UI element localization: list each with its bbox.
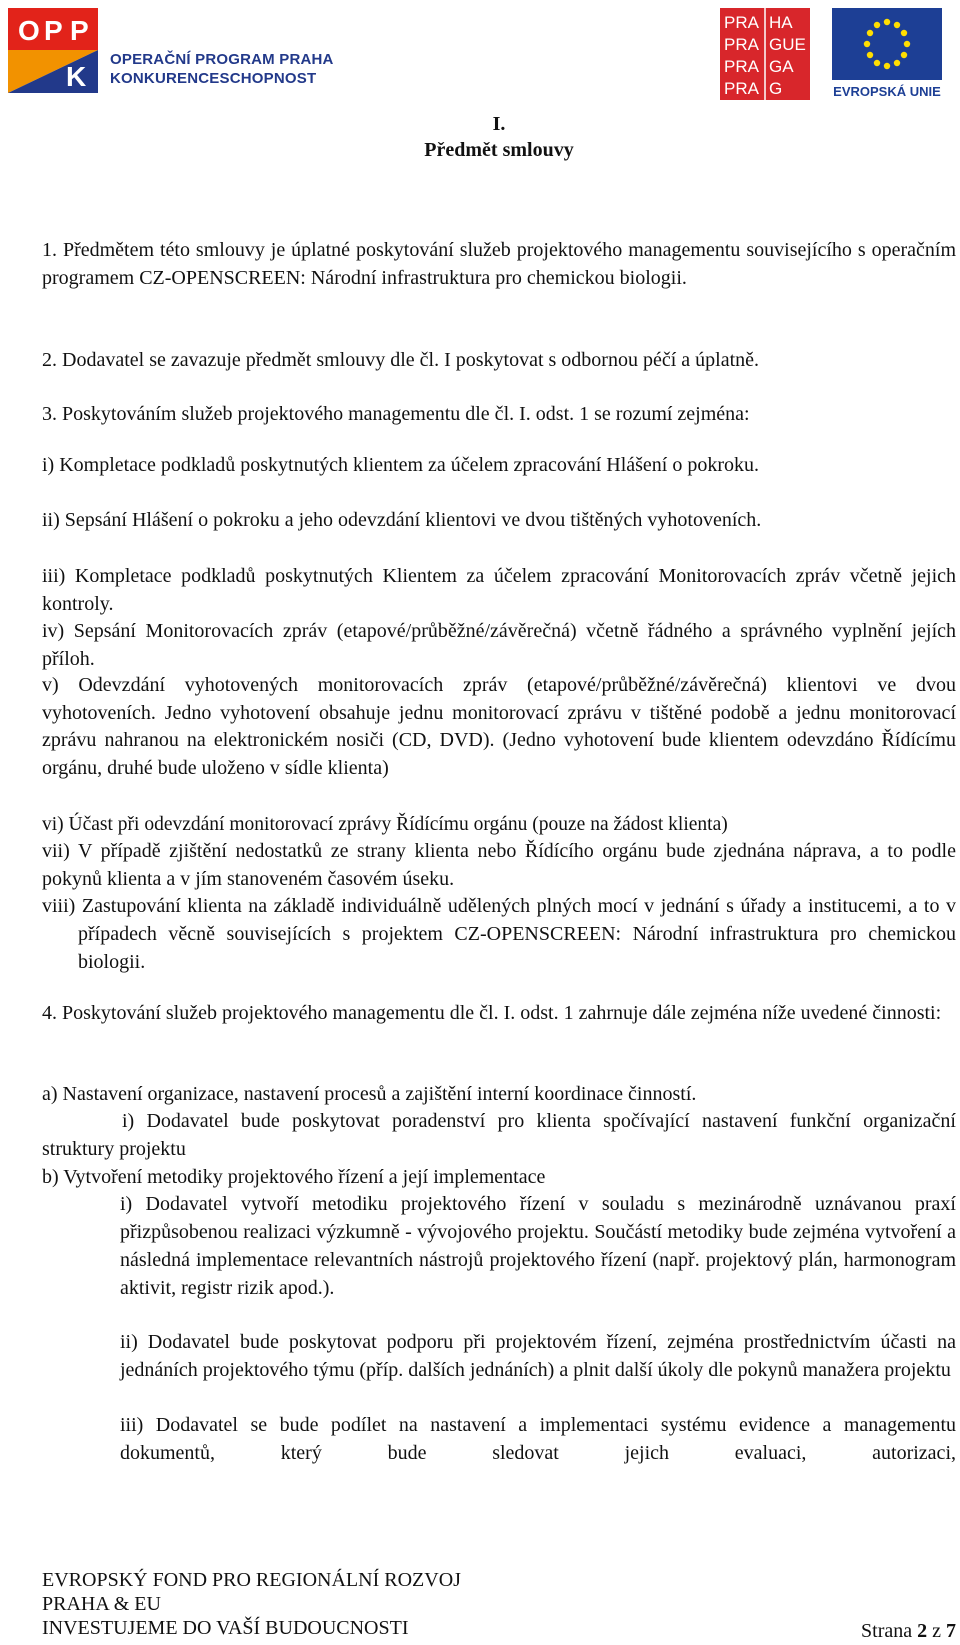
- subsection-b-item-ii: ii) Dodavatel bude poskytovat podporu při projektovém řízení, zejména prostřednictvím účasti na jednáních projektového týmu (příp. dalších jednáních) a plnit další úkoly dle pokynů manažera projektu: [120, 1331, 956, 1381]
- list-item-viii: viii) Zastupování klienta na základě individuálně udělených plných mocí v jednání s úřady a institucemi, a to v případech věcně souvisejících s projektem CZ-OPENSCREEN: Národní infrastruktura pro chemickou biologii.: [42, 895, 956, 973]
- page-total: 7: [946, 1620, 956, 1642]
- eu-flag-logo: [830, 8, 944, 100]
- opp-title-line1: OPERAČNÍ PROGRAM PRAHA: [110, 51, 334, 68]
- list-item-vii: vii) V případě zjištění nedostatků ze strany klienta nebo Řídícího orgánu bude zjednána náprava, a to podle pokynů klienta a v jím stanoveném časovém úseku.: [42, 840, 956, 890]
- page-current: 2: [917, 1620, 928, 1642]
- list-item-iv: iv) Sepsání Monitorovacích zpráv (etapové/průběžné/závěrečná) včetně řádného a správného vyplnění jejích příloh.: [42, 620, 956, 670]
- footer-line1: EVROPSKÝ FOND PRO REGIONÁLNÍ ROZVOJ: [42, 1569, 461, 1591]
- opp-letter-p2: P: [70, 15, 89, 46]
- paragraph-3: 3. Poskytováním služeb projektového managementu dle čl. I. odst. 1 se rozumí zejména:: [42, 403, 750, 425]
- opp-title: [110, 50, 334, 88]
- paragraph-1: 1. Předmětem této smlouvy je úplatné poskytování služeb projektového managementu souvisejícího s operačním programem CZ-OPENSCREEN: Národní infrastruktura pro chemickou biologii.: [42, 239, 956, 289]
- praha-row3-left: PRA: [724, 57, 759, 76]
- page-header: [0, 0, 960, 110]
- list-item-ii: ii) Sepsání Hlášení o pokroku a jeho odevzdání klientovi ve dvou tištěných vyhotoveních.: [42, 509, 762, 531]
- subsection-b-item-i: i) Dodavatel vytvoří metodiku projektového řízení v souladu s mezinárodně uznávanou praxí přizpůsobenou realizaci výzkumně - vývojového projektu. Součástí metodiky bude zejména vytvoření a následná implementace relevantních nástrojů projektového řízení (např. projektový plán, harmonogram aktivit, registr rizik apod.).: [120, 1193, 956, 1299]
- praha-logo: [720, 8, 810, 100]
- subsection-a: a) Nastavení organizace, nastavení procesů a zajištění interní koordinace činností.: [42, 1083, 697, 1105]
- subsection-a-item-i: i) Dodavatel bude poskytovat poradenství pro klienta spočívající nastavení funkční organizační struktury projektu: [42, 1110, 956, 1160]
- praha-row1-right: HA: [769, 13, 793, 32]
- paragraph-2: 2. Dodavatel se zavazuje předmět smlouvy dle čl. I poskytovat s odbornou péčí a úplatně.: [42, 349, 760, 371]
- praha-row4-right: G: [769, 79, 783, 98]
- opp-letter-o: O: [18, 15, 40, 46]
- article-number: I.: [492, 113, 506, 135]
- subsection-b-item-iii: iii) Dodavatel se bude podílet na nastavení a implementaci systému evidence a managementu dokumentů, který bude sledovat jejich evaluaci, autorizaci,: [120, 1414, 956, 1464]
- list-item-v: v) Odevzdání vyhotovených monitorovacích zpráv (etapové/průběžné/závěrečná) klientovi ve dvou vyhotoveních. Jedno vyhotovení obsahuje jednu monitorovací zprávu v tištěné podobě a jednu monitorovací zprávu nahranou na elektronickém nosiči (CD, DVD). (Jedno vyhotovení bude klientem odevzdáno Řídícímu orgánu, druhé bude uloženo v sídle klienta): [42, 674, 956, 779]
- opp-title-line2: KONKURENCESCHOPNOST: [110, 70, 317, 87]
- praha-row4-left: PRA: [724, 79, 759, 98]
- paragraph-4: 4. Poskytování služeb projektového managementu dle čl. I. odst. 1 zahrnuje dále zejména níže uvedené činnosti:: [42, 1002, 942, 1024]
- footer-line2: PRAHA & EU: [42, 1593, 161, 1615]
- list-item-vi: vi) Účast při odevzdání monitorovací zprávy Řídícímu orgánu (pouze na žádost klienta): [42, 814, 728, 835]
- praha-row3-right: GA: [769, 57, 794, 76]
- page-number: [861, 1619, 956, 1643]
- page-footer: [42, 1568, 956, 1640]
- page-of: z: [932, 1620, 941, 1642]
- opp-logo: [8, 8, 98, 93]
- praha-row1-left: PRA: [724, 13, 759, 32]
- praha-row2-right: GUE: [769, 35, 806, 54]
- praha-row2-left: PRA: [724, 35, 759, 54]
- eu-label: EVROPSKÁ UNIE: [833, 84, 941, 99]
- opp-letter-k: K: [66, 61, 87, 92]
- list-item-i: i) Kompletace podkladů poskytnutých klientem za účelem zpracování Hlášení o pokroku.: [42, 454, 760, 476]
- list-item-iii: iii) Kompletace podkladů poskytnutých Klientem za účelem zpracování Monitorovacích zpráv včetně jejich kontroly.: [42, 565, 956, 615]
- subsection-b: b) Vytvoření metodiky projektového řízení a její implementace: [42, 1166, 546, 1188]
- page-label: Strana: [861, 1620, 913, 1642]
- footer-line3: INVESTUJEME DO VAŠÍ BUDOUCNOSTI: [42, 1617, 409, 1639]
- opp-letter-p1: P: [44, 15, 63, 46]
- article-title: Předmět smlouvy: [424, 139, 574, 161]
